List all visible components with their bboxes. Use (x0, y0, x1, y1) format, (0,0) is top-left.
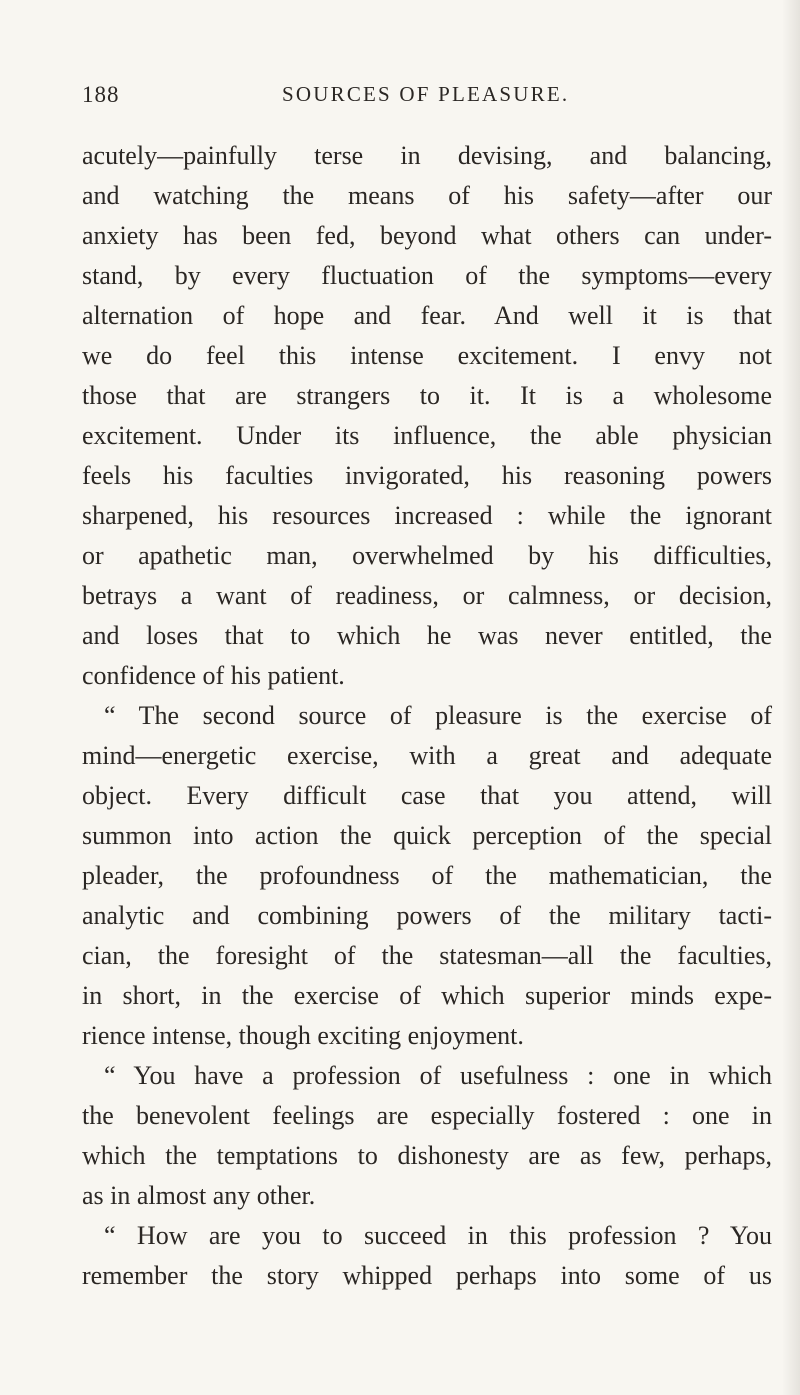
text-line: mind—energetic exercise, with a great and adequate (82, 741, 772, 770)
running-title: SOURCES OF PLEASURE. (282, 82, 570, 106)
text-line: betrays a want of readiness, or calmness, or decision, (82, 581, 772, 610)
page-edge-shadow (782, 0, 800, 1395)
body-text (82, 136, 772, 1296)
text-line: as in almost any other. (82, 1181, 316, 1210)
paragraph-start-line: “ The second source of pleasure is the exercise of (104, 701, 772, 730)
text-line: object. Every difficult case that you attend, will (82, 781, 772, 810)
page-number: 188 (82, 82, 120, 107)
text-line: which the temptations to dishonesty are as few, perhaps, (82, 1141, 772, 1170)
text-line: cian, the foresight of the statesman—all the faculties, (82, 941, 772, 970)
text-line: analytic and combining powers of the military tacti- (82, 901, 772, 930)
text-line: or apathetic man, overwhelmed by his difficulties, (82, 541, 772, 570)
paragraph-start-line: “ You have a profession of usefulness : one in which (104, 1061, 772, 1090)
text-line: acutely—painfully terse in devising, and balancing, (82, 141, 772, 170)
text-line: anxiety has been fed, beyond what others can under- (82, 221, 772, 250)
text-line: excitement. Under its influence, the able physician (82, 421, 772, 450)
text-line: the benevolent feelings are especially fostered : one in (82, 1101, 772, 1130)
text-line: pleader, the profoundness of the mathematician, the (82, 861, 772, 890)
page-header (82, 82, 762, 112)
text-line: sharpened, his resources increased : while the ignorant (82, 501, 772, 530)
text-line: feels his faculties invigorated, his reasoning powers (82, 461, 772, 490)
text-line: those that are strangers to it. It is a wholesome (82, 381, 772, 410)
text-line: stand, by every fluctuation of the symptoms—every (82, 261, 772, 290)
text-line: summon into action the quick perception of the special (82, 821, 772, 850)
text-line: we do feel this intense excitement. I envy not (82, 341, 772, 370)
text-line: remember the story whipped perhaps into some of us (82, 1261, 772, 1290)
text-line: in short, in the exercise of which superior minds expe- (82, 981, 772, 1010)
text-line: confidence of his patient. (82, 661, 345, 690)
text-line: and watching the means of his safety—after our (82, 181, 772, 210)
paragraph-start-line: “ How are you to succeed in this profession ? You (104, 1221, 772, 1250)
text-line: alternation of hope and fear. And well it is that (82, 301, 772, 330)
text-line: and loses that to which he was never entitled, the (82, 621, 772, 650)
text-line: rience intense, though exciting enjoyment. (82, 1021, 524, 1050)
